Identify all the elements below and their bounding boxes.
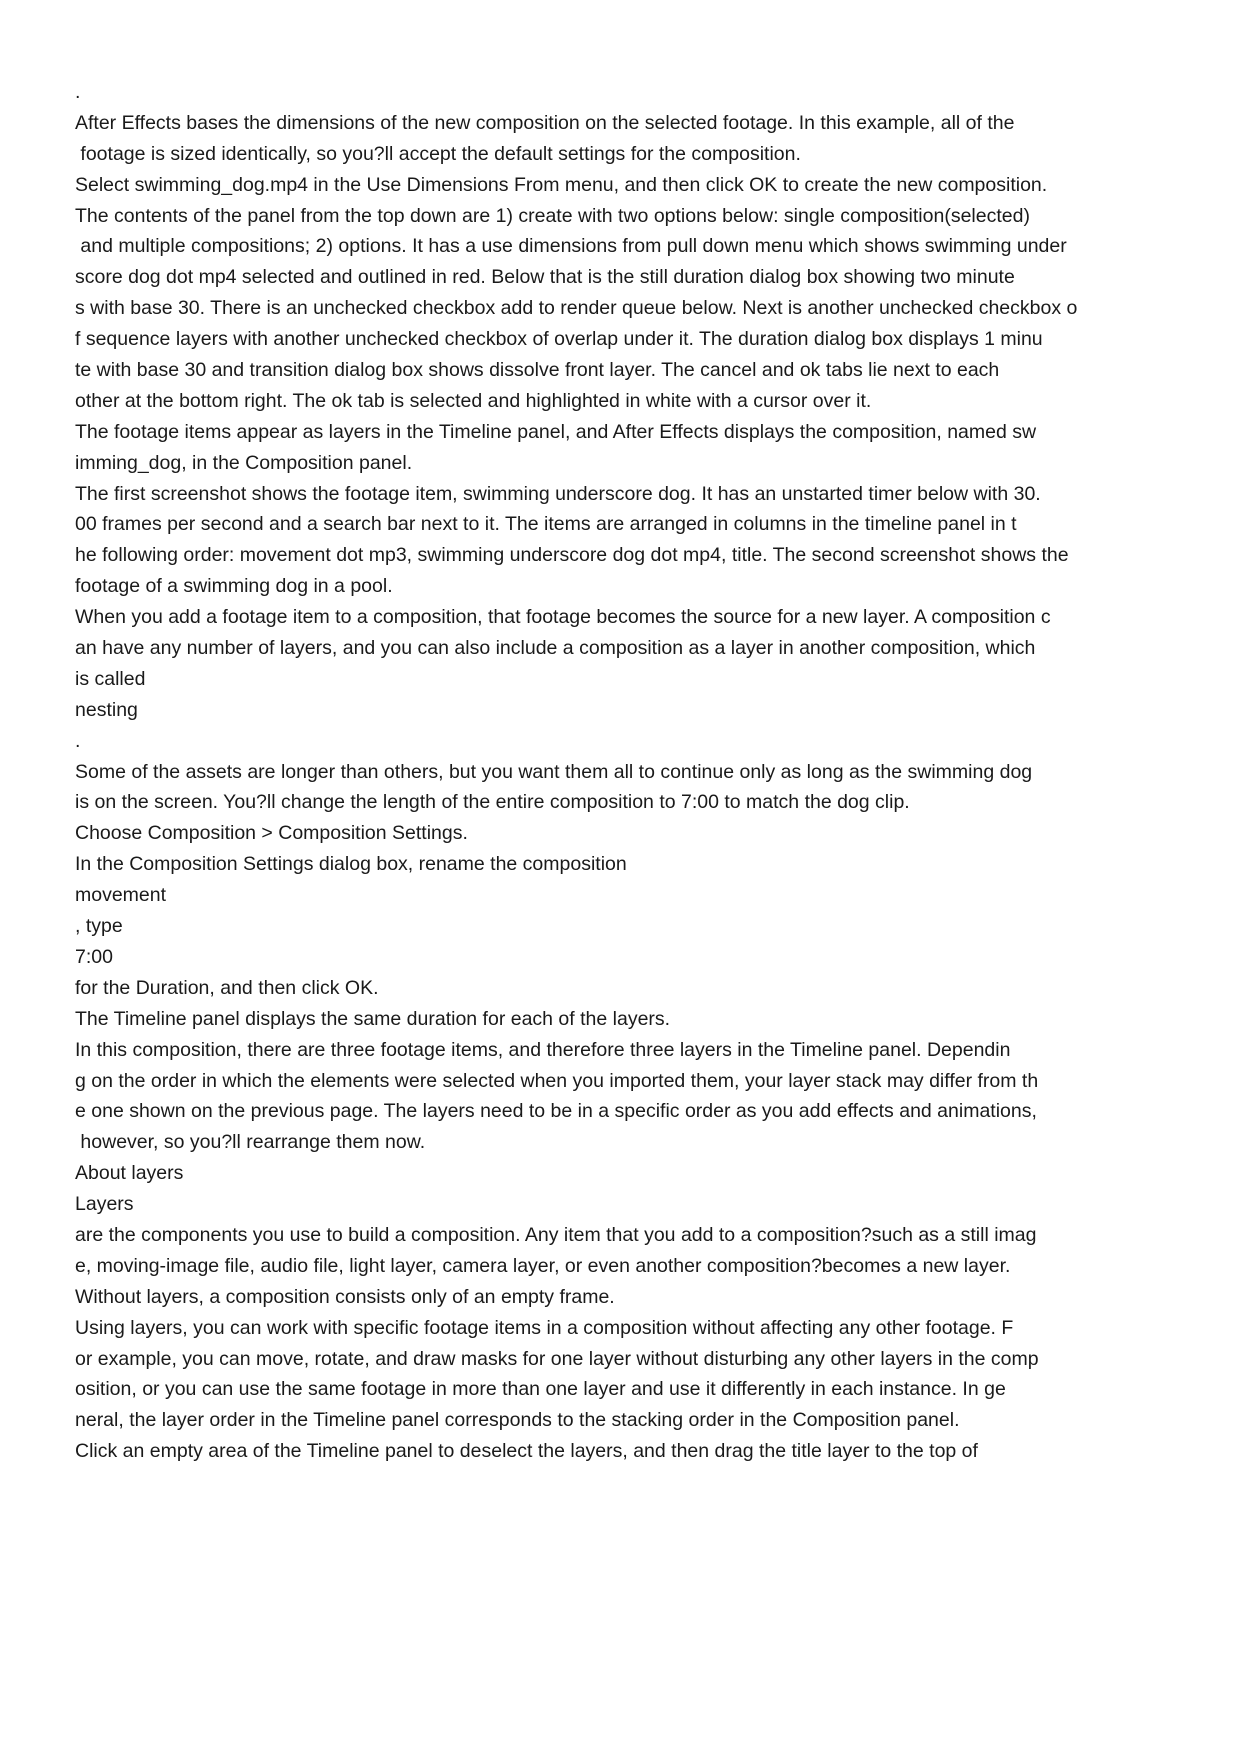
text-line: The Timeline panel displays the same duration for each of the layers. (75, 1007, 671, 1030)
section-heading: About layers (75, 1162, 184, 1185)
text-line: movement (75, 884, 167, 907)
text-line: When you add a footage item to a composition, that footage becomes the source for a new layer. A composition c (75, 606, 1051, 629)
text-line: Choose Composition > Composition Settings. (75, 822, 468, 845)
text-line: Layers (75, 1193, 134, 1216)
text-line: . (75, 729, 81, 752)
text-line: . (75, 81, 81, 103)
text-line: In this composition, there are three footage items, and therefore three layers in the Timeline panel. Dependin (75, 1038, 1011, 1061)
text-line: e one shown on the previous page. The layers need to be in a specific order as you add effects and animations, (75, 1100, 1037, 1123)
text-line: and multiple compositions; 2) options. It has a use dimensions from pull down menu which shows swimming under (75, 235, 1067, 258)
text-line: Click an empty area of the Timeline panel to deselect the layers, and then drag the title layer to the top of (75, 1440, 978, 1463)
text-line: The footage items appear as layers in the Timeline panel, and After Effects displays the composition, named sw (75, 420, 1037, 443)
text-line: The contents of the panel from the top down are 1) create with two options below: single composition(selected) (75, 204, 1030, 227)
text-line: f sequence layers with another unchecked checkbox of overlap under it. The duration dialog box displays 1 minu (75, 328, 1043, 351)
text-line: is called (75, 667, 146, 690)
text-line: Without layers, a composition consists only of an empty frame. (75, 1285, 615, 1308)
text-line: imming_dog, in the Composition panel. (75, 451, 413, 474)
text-line: te with base 30 and transition dialog box shows dissolve front layer. The cancel and ok tabs lie next to each (75, 359, 1000, 382)
text-line: 7:00 (75, 945, 113, 968)
text-line: however, so you?ll rearrange them now. (75, 1131, 426, 1154)
text-line: In the Composition Settings dialog box, rename the composition (75, 853, 627, 876)
text-line: neral, the layer order in the Timeline panel corresponds to the stacking order in the Composition panel. (75, 1409, 960, 1432)
document-page (75, 77, 1175, 1467)
text-line: an have any number of layers, and you can also include a composition as a layer in another composition, which (75, 637, 1036, 660)
text-line: g on the order in which the elements were selected when you imported them, your layer stack may differ from th (75, 1069, 1039, 1092)
text-line: Select swimming_dog.mp4 in the Use Dimensions From menu, and then click OK to create the new composition. (75, 173, 1048, 196)
text-line: footage is sized identically, so you?ll accept the default settings for the composition. (75, 142, 801, 165)
text-line: footage of a swimming dog in a pool. (75, 575, 393, 598)
text-line: Some of the assets are longer than others, but you want them all to continue only as long as the swimming dog (75, 760, 1033, 783)
text-line: is on the screen. You?ll change the length of the entire composition to 7:00 to match the dog clip. (75, 791, 910, 814)
text-line: osition, or you can use the same footage in more than one layer and use it differently in each instance. In ge (75, 1378, 1006, 1401)
text-line: Using layers, you can work with specific footage items in a composition without affecting any other footage. F (75, 1316, 1014, 1339)
text-line: s with base 30. There is an unchecked checkbox add to render queue below. Next is another unchecked checkbox o (75, 297, 1078, 320)
text-line: The first screenshot shows the footage item, swimming underscore dog. It has an unstarted timer below with 30. (75, 482, 1041, 505)
text-line: After Effects bases the dimensions of the new composition on the selected footage. In this example, all of the (75, 111, 1015, 134)
text-line: 00 frames per second and a search bar next to it. The items are arranged in columns in the timeline panel in t (75, 513, 1017, 536)
text-line: for the Duration, and then click OK. (75, 976, 379, 999)
document-text (75, 77, 1175, 1467)
text-line: he following order: movement dot mp3, swimming underscore dog dot mp4, title. The second screenshot shows the (75, 544, 1069, 567)
text-line: nesting (75, 698, 138, 721)
text-line: other at the bottom right. The ok tab is selected and highlighted in white with a cursor over it. (75, 389, 872, 412)
text-line: , type (75, 915, 123, 938)
text-line: or example, you can move, rotate, and draw masks for one layer without disturbing any other layers in the comp (75, 1347, 1039, 1370)
text-line: score dog dot mp4 selected and outlined in red. Below that is the still duration dialog box showing two minute (75, 266, 1015, 289)
text-line: e, moving-image file, audio file, light layer, camera layer, or even another composition?becomes a new layer. (75, 1254, 1011, 1277)
text-line: are the components you use to build a composition. Any item that you add to a composition?such as a still imag (75, 1223, 1037, 1246)
